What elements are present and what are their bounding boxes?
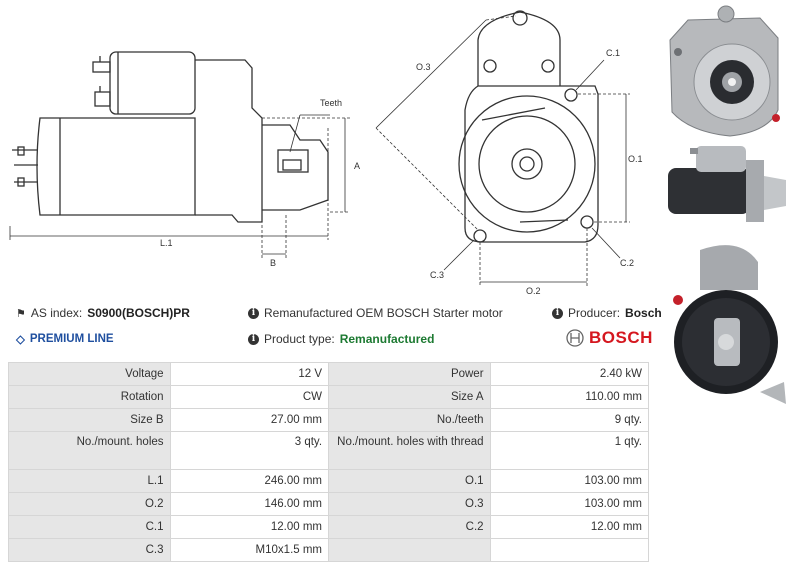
label-o2: O.2 bbox=[526, 286, 541, 296]
flange-view-drawing bbox=[459, 11, 598, 242]
bosch-logo bbox=[566, 328, 653, 348]
table-row bbox=[9, 539, 649, 562]
table-row bbox=[9, 409, 649, 432]
spec-value: 27.00 mm bbox=[170, 409, 328, 432]
spec-value: M10x1.5 mm bbox=[170, 539, 328, 562]
spec-label: L.1 bbox=[9, 470, 171, 493]
tag-icon: ⚑ bbox=[16, 307, 26, 320]
description-text: Remanufactured OEM BOSCH Starter motor bbox=[264, 306, 503, 320]
spec-value: 12.00 mm bbox=[490, 516, 648, 539]
as-index bbox=[16, 306, 190, 320]
premium-line-badge bbox=[16, 332, 114, 346]
spec-value: 12.00 mm bbox=[170, 516, 328, 539]
producer-label: Producer: bbox=[568, 306, 621, 320]
spec-value: 146.00 mm bbox=[170, 493, 328, 516]
photo-rear bbox=[673, 245, 786, 404]
spec-value: 110.00 mm bbox=[490, 386, 648, 409]
table-row bbox=[9, 432, 649, 470]
specs-table bbox=[8, 362, 649, 562]
product-photos bbox=[660, 0, 800, 420]
producer bbox=[552, 306, 662, 320]
spec-label: Rotation bbox=[9, 386, 171, 409]
bosch-armature-icon bbox=[566, 329, 584, 347]
product-type bbox=[248, 332, 434, 346]
spec-value: 2.40 kW bbox=[490, 363, 648, 386]
label-l1: L.1 bbox=[160, 238, 173, 248]
side-view-drawing bbox=[12, 52, 328, 222]
producer-value: Bosch bbox=[625, 306, 662, 320]
spec-value: 9 qty. bbox=[490, 409, 648, 432]
spec-value: 1 qty. bbox=[490, 432, 648, 470]
spec-value: CW bbox=[170, 386, 328, 409]
label-o1: O.1 bbox=[628, 154, 643, 164]
product-type-value: Remanufactured bbox=[339, 332, 435, 346]
spec-label: C.3 bbox=[9, 539, 171, 562]
label-o3: O.3 bbox=[416, 62, 431, 72]
product-info bbox=[10, 304, 662, 354]
label-a: A bbox=[354, 161, 361, 171]
description bbox=[248, 306, 503, 320]
premium-line-text: PREMIUM LINE bbox=[29, 333, 114, 345]
table-row bbox=[9, 363, 649, 386]
label-c2: C.2 bbox=[620, 258, 635, 268]
as-index-label: AS index: bbox=[30, 306, 83, 320]
photo-side bbox=[668, 146, 786, 222]
spec-value: 103.00 mm bbox=[490, 493, 648, 516]
spec-label: C.2 bbox=[329, 516, 491, 539]
label-c3: C.3 bbox=[430, 270, 445, 280]
table-row bbox=[9, 386, 649, 409]
spec-label bbox=[329, 539, 491, 562]
product-type-label: Product type: bbox=[264, 332, 335, 346]
as-index-value: S0900(BOSCH)PR bbox=[87, 306, 190, 320]
spec-label: O.3 bbox=[329, 493, 491, 516]
spec-label: Power bbox=[329, 363, 491, 386]
bosch-logo-text: BOSCH bbox=[589, 328, 653, 347]
info-icon: i bbox=[248, 308, 259, 319]
spec-label: O.2 bbox=[9, 493, 171, 516]
label-c1: C.1 bbox=[606, 48, 621, 58]
spec-label: No./teeth bbox=[329, 409, 491, 432]
spec-value: 103.00 mm bbox=[490, 470, 648, 493]
table-row bbox=[9, 493, 649, 516]
info-icon: i bbox=[552, 308, 563, 319]
label-teeth: Teeth bbox=[320, 98, 343, 108]
spec-label: No./mount. holes bbox=[9, 432, 171, 470]
spec-label: O.1 bbox=[329, 470, 491, 493]
table-row bbox=[9, 516, 649, 539]
spec-label: C.1 bbox=[9, 516, 171, 539]
info-icon: i bbox=[248, 334, 259, 345]
spec-label: Voltage bbox=[9, 363, 171, 386]
spec-value: 12 V bbox=[170, 363, 328, 386]
technical-drawings bbox=[0, 0, 660, 300]
label-b: B bbox=[270, 258, 277, 268]
flange-view-dimensions bbox=[376, 16, 630, 286]
spec-label: No./mount. holes with thread bbox=[329, 432, 491, 470]
side-view-dimensions bbox=[10, 115, 350, 258]
spec-label: Size B bbox=[9, 409, 171, 432]
photo-flange-front bbox=[670, 6, 780, 136]
diamond-icon: ◇ bbox=[16, 334, 25, 346]
spec-value bbox=[490, 539, 648, 562]
spec-value: 246.00 mm bbox=[170, 470, 328, 493]
spec-value: 3 qty. bbox=[170, 432, 328, 470]
spec-label: Size A bbox=[329, 386, 491, 409]
table-row bbox=[9, 470, 649, 493]
